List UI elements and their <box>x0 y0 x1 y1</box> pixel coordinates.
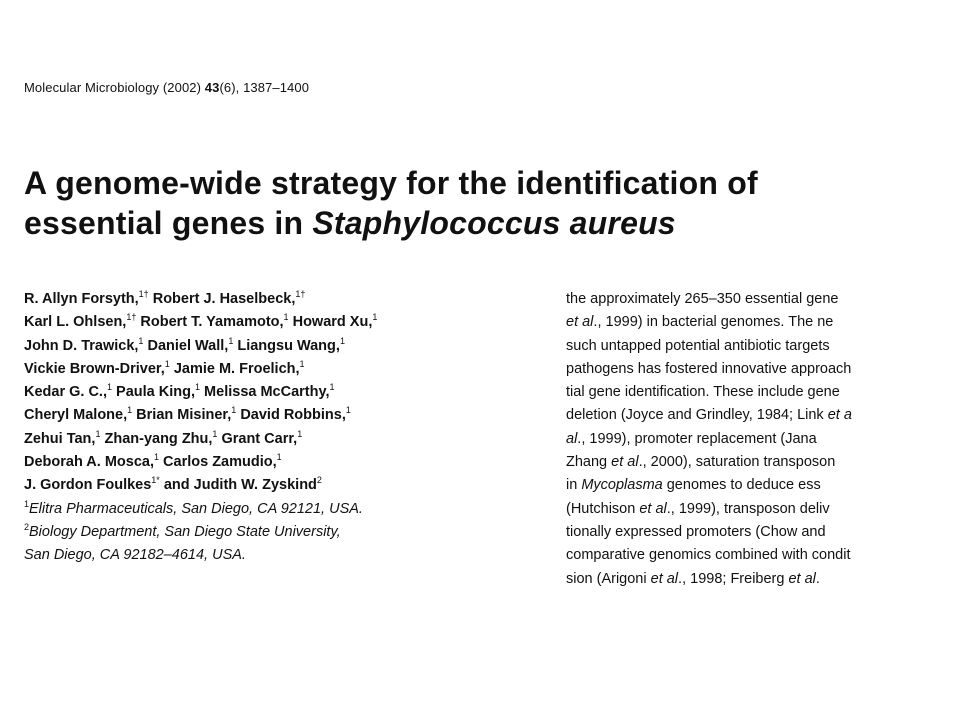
text-segment: Cheryl Malone, <box>24 407 128 424</box>
citation-issue: (6), <box>219 80 240 95</box>
text-segment: ., 2000), saturation transposon <box>638 454 836 471</box>
text-segment: Robert J. Haselbeck, <box>148 291 296 307</box>
italic-text: et al <box>788 570 816 587</box>
text-segment: San Diego, CA 92182–4614, USA. <box>24 547 246 564</box>
superscript-marker: 1 <box>231 405 237 416</box>
superscript-marker: 1 <box>283 312 289 323</box>
text-segment: Zhang <box>566 454 612 471</box>
text-segment: R. Allyn Forsyth, <box>24 291 139 307</box>
superscript-marker: 1 <box>329 382 335 393</box>
text-segment: Liangsu Wang, <box>233 337 340 354</box>
text-segment: comparative genomics combined with condit <box>566 547 851 564</box>
superscript-marker: 1 <box>212 428 218 439</box>
author-list <box>24 288 544 498</box>
italic-text: et al <box>650 570 679 587</box>
text-segment: ., 1998; Freiberg <box>678 570 789 587</box>
text-segment: (Hutchison <box>566 500 640 517</box>
superscript-marker: 1 <box>95 428 101 439</box>
title-line-2 <box>24 203 944 243</box>
body-text-line <box>566 498 960 521</box>
text-segment: . <box>815 570 820 587</box>
text-segment: Kedar G. C., <box>24 384 107 401</box>
text-segment: tionally expressed promoters (Chow and <box>566 523 826 540</box>
text-segment: David Robbins, <box>236 407 346 424</box>
superscript-marker: 1 <box>372 312 378 323</box>
superscript-marker: 1 <box>127 405 133 416</box>
superscript-marker: 1 <box>299 359 305 370</box>
superscript-marker: 1 <box>228 335 234 346</box>
superscript-marker: 1 <box>276 452 282 463</box>
text-segment: such untapped potential antibiotic targets <box>566 337 830 354</box>
body-text-line <box>566 568 960 591</box>
text-segment: Melissa McCarthy, <box>200 384 330 401</box>
body-text-line <box>566 311 960 334</box>
author-line <box>24 358 544 381</box>
text-segment: Elitra Pharmaceuticals, San Diego, CA 92121, USA. <box>29 500 363 517</box>
text-segment: deletion (Joyce and Grindley, 1984; Link <box>566 407 828 424</box>
text-segment: Karl L. Ohlsen, <box>24 314 127 331</box>
superscript-marker: 1 <box>297 428 303 439</box>
superscript-marker: 1 <box>164 359 170 370</box>
text-segment: Grant Carr, <box>217 430 298 447</box>
text-segment: Howard Xu, <box>288 314 373 331</box>
italic-text: Mycoplasma <box>581 477 663 494</box>
superscript-marker: 1 <box>138 335 144 346</box>
author-line <box>24 404 544 427</box>
superscript-marker: 1* <box>151 475 160 486</box>
body-text-line <box>566 474 960 497</box>
affiliation-line <box>24 544 544 567</box>
body-text-column <box>566 288 960 618</box>
author-line <box>24 428 544 451</box>
body-text-line <box>566 358 960 381</box>
text-segment: Carlos Zamudio, <box>159 454 277 471</box>
journal-citation <box>24 80 309 95</box>
text-segment: Brian Misiner, <box>132 407 232 424</box>
text-segment: and Judith W. Zyskind <box>159 477 317 494</box>
affiliation-list <box>24 498 544 568</box>
text-segment: the approximately 265–350 essential gene <box>566 291 839 307</box>
text-segment: sion (Arigoni <box>566 570 651 587</box>
text-segment: Daniel Wall, <box>143 337 229 354</box>
body-text-line <box>566 428 960 451</box>
italic-text: al <box>566 430 578 447</box>
title-species: Staphylococcus aureus <box>312 205 676 241</box>
text-segment: J. Gordon Foulkes <box>24 477 152 494</box>
text-segment: Deborah A. Mosca, <box>24 454 154 471</box>
italic-text: et al <box>639 500 667 517</box>
italic-text: et al <box>611 454 639 471</box>
superscript-marker: 2 <box>24 522 30 533</box>
superscript-marker: 1† <box>138 289 149 300</box>
author-line <box>24 451 544 474</box>
affiliation-line <box>24 498 544 521</box>
body-text-line <box>566 381 960 404</box>
author-line <box>24 474 544 497</box>
text-segment: Jamie M. Froelich, <box>169 360 300 377</box>
paper-title <box>24 163 944 243</box>
text-segment: in <box>566 477 582 494</box>
text-segment: ., 1999), promoter replacement (Jana <box>577 430 817 447</box>
text-segment: Biology Department, San Diego State University, <box>29 523 341 540</box>
text-segment: pathogens has fostered innovative approach <box>566 360 852 377</box>
citation-year: (2002) <box>162 80 202 95</box>
text-segment: Paula King, <box>112 384 196 401</box>
italic-text: et a <box>827 407 852 424</box>
italic-text: et al <box>566 314 594 331</box>
text-segment: John D. Trawick, <box>24 337 139 354</box>
body-text-line <box>566 521 960 544</box>
author-line <box>24 381 544 404</box>
citation-pages: 1387–1400 <box>243 80 310 95</box>
body-text-line <box>566 288 960 311</box>
author-line <box>24 311 544 334</box>
body-text-line <box>566 404 960 427</box>
text-segment: Vickie Brown-Driver, <box>24 360 165 377</box>
affiliation-line <box>24 521 544 544</box>
journal-name: Molecular Microbiology <box>24 80 160 95</box>
author-line <box>24 288 544 311</box>
title-line-1: A genome-wide strategy for the identification of <box>24 165 758 201</box>
superscript-marker: 1 <box>154 452 160 463</box>
body-text-line <box>566 451 960 474</box>
text-segment: ., 1999) in bacterial genomes. The ne <box>593 314 834 331</box>
superscript-marker: 1 <box>345 405 351 416</box>
body-text-line <box>566 335 960 358</box>
superscript-marker: 1† <box>295 289 306 300</box>
citation-volume: 43 <box>204 80 220 95</box>
author-line <box>24 335 544 358</box>
text-segment: Zehui Tan, <box>24 430 96 447</box>
text-segment: ., 1999), transposon deliv <box>666 500 830 517</box>
superscript-marker: 1 <box>195 382 201 393</box>
text-segment: Robert T. Yamamoto, <box>136 314 284 331</box>
superscript-marker: 1 <box>339 335 345 346</box>
superscript-marker: 1 <box>24 498 30 509</box>
author-block <box>24 288 544 568</box>
text-segment: tial gene identification. These include gene <box>566 384 840 401</box>
text-segment: genomes to deduce ess <box>662 477 821 494</box>
body-text-line <box>566 544 960 567</box>
text-segment: Zhan-yang Zhu, <box>100 430 213 447</box>
superscript-marker: 2 <box>316 475 322 486</box>
superscript-marker: 1† <box>126 312 137 323</box>
title-line-2-prefix: essential genes in <box>24 205 313 241</box>
superscript-marker: 1 <box>107 382 113 393</box>
